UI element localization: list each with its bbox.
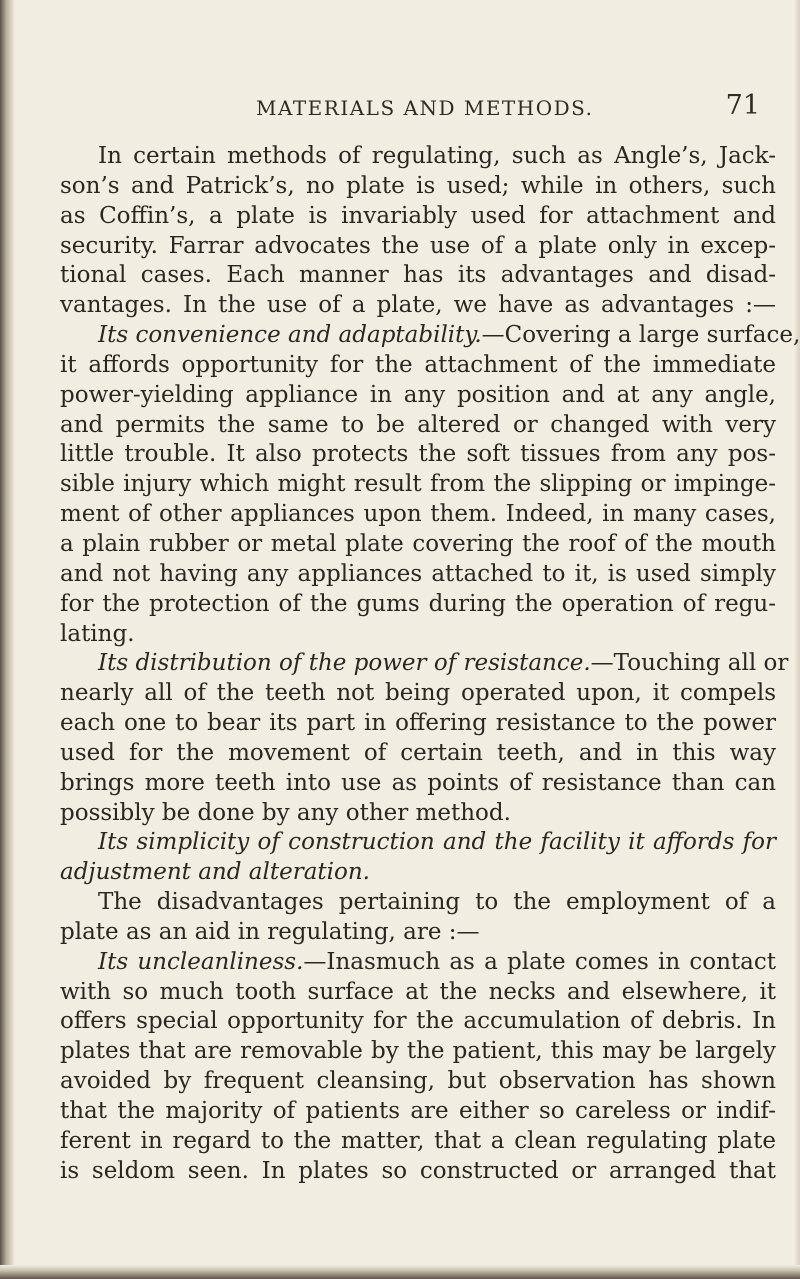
line-text: and permits the same to be altered or changed with very [60,411,776,438]
text-line [60,142,776,172]
text-line [60,978,776,1008]
italic-heading: Its distribution of the power of resistance. [98,650,591,677]
line-text: nearly all of the teeth not being operated upon, it compels [60,680,776,707]
text-line [60,1067,776,1097]
line-text: it affords opportunity for the attachment of the immediate [60,351,776,378]
text-line [60,948,776,978]
text-line [60,291,776,321]
text-line [60,709,776,739]
line-text: used for the movement of certain teeth, and in this way [60,739,776,766]
line-text: —Inasmuch as a plate comes in contact [303,948,777,975]
text-line [60,739,776,769]
text-line [60,411,776,441]
page-right-edge [794,0,800,1279]
text-line [60,440,776,470]
text-line [60,1097,776,1127]
text-line [60,172,776,202]
text-line [60,381,776,411]
line-text: ment of other appliances upon them. Indeed, in many cases, [60,501,776,528]
text-line [60,590,776,620]
line-text: ferent in regard to the matter, that a clean regulating plate [60,1127,776,1154]
text-line [60,1127,776,1157]
text-line [60,828,776,858]
line-text: and not having any appliances attached to it, is used simply [60,560,776,587]
line-text: is seldom seen. In plates so constructed or arranged that [60,1157,776,1184]
text-line [60,530,776,560]
italic-heading: Its simplicity of construction and the facility it affords for [98,829,776,856]
text-line [60,1007,776,1037]
line-text: tional cases. Each manner has its advantages and disad- [60,262,776,289]
text-line [60,858,776,888]
text-line [60,232,776,262]
line-text: vantages. In the use of a plate, we have as advantages :— [60,292,776,319]
italic-heading: Its uncleanliness. [98,948,304,975]
line-text: offers special opportunity for the accumulation of debris. In [60,1008,776,1035]
line-text: The disadvantages pertaining to the employment of a [98,889,776,916]
line-text: —Covering a large surface, [481,322,800,349]
line-text: plate as an aid in regulating, are :— [60,918,480,945]
line-text: security. Farrar advocates the use of a plate only in excep- [60,232,776,259]
page-bottom-edge [0,1265,800,1279]
text-line [60,1157,776,1187]
text-line [60,261,776,291]
line-text: each one to bear its part in offering resistance to the power [60,710,776,737]
line-text: —Touching all or [590,650,789,677]
body-text [60,142,800,1187]
line-text: plates that are removable by the patient, this may be largely [60,1038,776,1065]
line-text: avoided by frequent cleansing, but observation has shown [60,1068,776,1095]
text-line [60,321,800,351]
text-line [60,1037,776,1067]
line-text: sible injury which might result from the slipping or impinge- [60,471,776,498]
text-line [60,649,789,679]
italic-heading: Its convenience and adaptability. [98,322,482,349]
line-text: lating. [60,620,135,647]
text-line [60,918,776,948]
text-line [60,351,776,381]
page-number: 71 [725,90,760,121]
line-text: for the protection of the gums during the operation of regu- [60,590,776,617]
text-line [60,769,776,799]
text-line [60,620,776,650]
line-text: with so much tooth surface at the necks and elsewhere, it [60,978,776,1005]
text-line [60,500,776,530]
line-text: as Coffin’s, a plate is invariably used for attachment and [60,202,776,229]
line-text: brings more teeth into use as points of resistance than can [60,769,776,796]
book-spine-shadow [0,0,14,1279]
line-text: possibly be done by any other method. [60,799,511,826]
running-title: MATERIALS AND METHODS. [256,96,594,120]
running-header [60,90,760,130]
text-line [60,202,776,232]
text-line [60,560,776,590]
text-line [60,888,776,918]
line-text: son’s and Patrick’s, no plate is used; while in others, such [60,172,776,199]
text-line [60,679,776,709]
text-line [60,470,776,500]
italic-heading: adjustment and alteration. [60,859,370,886]
line-text: power-yielding appliance in any position and at any angle, [60,381,776,408]
line-text: that the majority of patients are either so careless or indif- [60,1098,776,1124]
line-text: In certain methods of regulating, such as Angle’s, Jack- [98,143,776,169]
line-text: a plain rubber or metal plate covering the roof of the mouth [60,530,776,557]
text-line [60,799,776,829]
line-text: little trouble. It also protects the soft tissues from any pos- [60,441,776,468]
